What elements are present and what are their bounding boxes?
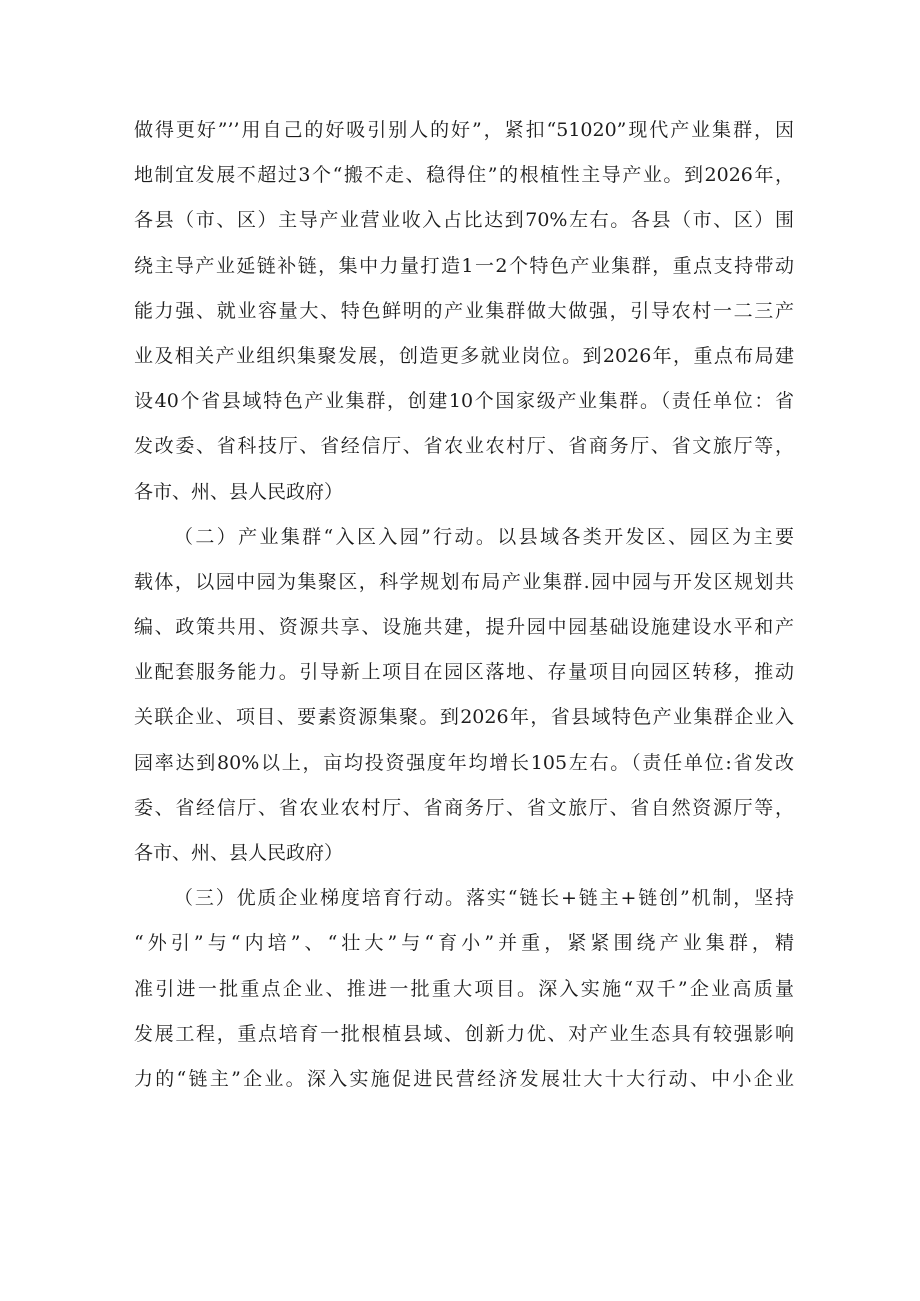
- text-line: 各县（市、区）主导产业营业收入占比达到70%左右。各县（市、区）围: [134, 209, 794, 232]
- paragraph-2: [134, 515, 794, 877]
- paragraph-3: [134, 876, 794, 1102]
- text-line: 业及相关产业组织集聚发展，创造更多就业岗位。到2026年，重点布局建: [134, 344, 794, 367]
- text-line: 发展工程，重点培育一批根植县域、创新力优、对产业生态具有较强影响: [134, 1022, 794, 1045]
- text-line: 准引进一批重点企业、推进一批重大项目。深入实施“双千”企业高质量: [134, 977, 794, 1000]
- text-line: 绕主导产业延链补链，集中力量打造1一2个特色产业集群，重点支持带动: [134, 254, 794, 277]
- text-line: 各市、州、县人民政府）: [134, 480, 344, 503]
- text-line: 编、政策共用、资源共享、设施共建，提升园中园基础设施建设水平和产: [134, 616, 794, 639]
- text-line: 发改委、省科技厅、省经信厅、省农业农村厅、省商务厅、省文旅厅等，: [134, 435, 794, 458]
- text-line: 园率达到80%以上，亩均投资强度年均增长105左右。（责任单位:省发改: [134, 751, 794, 774]
- text-line: 地制宜发展不超过3个“搬不走、稳得住”的根植性主导产业。到2026年，: [134, 164, 794, 187]
- text-line: 设40个省县域特色产业集群，创建10个国家级产业集群。（责任单位：省: [134, 390, 794, 413]
- text-line: 关联企业、项目、要素资源集聚。到2026年，省县域特色产业集群企业入: [134, 706, 794, 729]
- text-line: 载体，以园中园为集聚区，科学规划布局产业集群.园中园与开发区规划共: [134, 570, 794, 593]
- text-line: 业配套服务能力。引导新上项目在园区落地、存量项目向园区转移，推动: [134, 661, 794, 684]
- text-line: （二）产业集群“入区入园”行动。以县域各类开发区、园区为主要: [174, 525, 794, 548]
- text-line: 委、省经信厅、省农业农村厅、省商务厅、省文旅厅、省自然资源厅等，: [134, 796, 794, 819]
- text-line: “外引”与“内培”、“壮大”与“育小”并重，紧紧围绕产业集群，精: [134, 932, 794, 955]
- paragraph-1: [134, 108, 794, 515]
- text-line: 做得更好”’’用自己的好吸引别人的好”，紧扣“51020”现代产业集群，因: [134, 119, 794, 141]
- text-line: 能力强、就业容量大、特色鲜明的产业集群做大做强，引导农村一二三产: [134, 299, 794, 322]
- document-body: [134, 108, 794, 1102]
- text-line: 力的“链主”企业。深入实施促进民营经济发展壮大十大行动、中小企业: [134, 1067, 794, 1090]
- text-line: 各市、州、县人民政府）: [134, 842, 344, 864]
- text-line: （三）优质企业梯度培育行动。落实“链长+链主+链创”机制，坚持: [174, 887, 794, 910]
